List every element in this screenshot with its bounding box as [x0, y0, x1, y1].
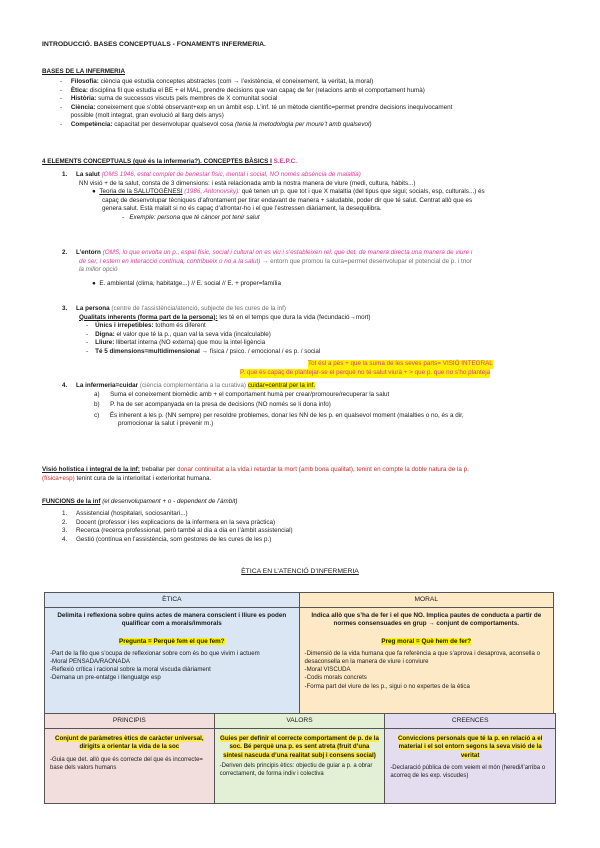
funcions-heading: FUNCIONS de la inf (el desenvolupament + o - dependent de l’àmbit) — [42, 498, 238, 505]
list-item: 4. Gestió (contínua en l’assistència, som gestores de les cures de les p.) — [62, 535, 272, 543]
list-item: - Competència: capacitat per desenvolupar qualsevol cosa (tenia la metodologia per moure’t amb qualsevol) — [60, 120, 372, 128]
creences-header: CREENCES — [385, 714, 556, 729]
list-item: 2. Docent (professor i les explicacions de la infermera en la seva pràctica) — [62, 518, 276, 526]
bases-list — [60, 78, 580, 130]
funcions-list — [62, 510, 562, 544]
creences-cell: Conviccions personals que té la p. en relació a el material i el sol entorn segons la seva visió de la veritat -Declaració pública de com veiem el món (heredi/l’arriba o acorreq de les exp. viscudes) — [385, 729, 556, 804]
document-title: INTRODUCCIÓ. BASES CONCEPTUALS - FONAMENTS INFERMERIA. — [42, 41, 266, 48]
principis-header: PRINCIPIS — [45, 714, 215, 729]
entorn-section: 2. L’entorn (OMS, lo que envolta un p., espai físic, social i cultural on es viu i s’estableixen rel. que det. de manera directa una manera de viure i de ser, i estem en interacció contínua, contribueix o no a la salut) → entorn que promou la cura=permet desenvolupar el potencial de p. i trior la millor opció ● E. ambiental (clima, habitatge...) // E. social // E. + proper=família — [62, 249, 473, 287]
bases-heading: BASES DE LA INFERMERIA — [42, 68, 126, 75]
etica-section-title: ÈTICA EN L’ATENCIÓ D’INFERMERIA — [241, 568, 359, 575]
salut-section: 1. La salut (OMS 1946, estat complet de benestar físic, mental i social, NO només absència de malaltia) NN visió + de la salut, consta de 3 dimensions: i està relacionada amb la nostra manera de viure (medi, cultura, hàbits...) ● Teoria de la SALUTOGÈNESI (1986, Antonovsky): què tenen un p. que tot i que X malaltia (del tipus que sigui; socials, esp, culturals...) és capaç de desenvolupar tècniques d’afrontament per tirar endavant de manera + saludable, poder dir que té salut. Centrat allò que es genera salut. Està malalt si no és capaç d’afrontar-ho i el que l’estressen diàriament, la desequilibra. - Exemple: persona que té càncer pot tenir salut — [62, 171, 485, 221]
valors-header: VALORS — [214, 714, 385, 729]
infermeria-section: 4. La infermeria=cuidar (ciència complementària a la curativa) cuidar=central per la inf. a) Suma el coneixement biomèdic amb + el comportament humà per crear/promoure/recuperar la salut b) P. ha de ser acompanyada en la presa de decisions (NO només se li dona info) c) És inherent a les p. (NN sempre) per resoldre problemes, donar les NN de les p. en qualsevol moment (malalties o no, és a dir, promocionar la salut i prevenir m.) — [62, 382, 464, 428]
list-item: - Ètica: disciplina fil que estudia el BE + el MAL, prendre decisions que van capaç de fer (relacions amb el comportament humà) — [60, 86, 425, 94]
valors-cell: Guies per definir el correcte comportament de p. de la soc. Bé perquè una p. es sent atreta (fruit d’una síntesi nascuda d’una realitat subj i consens social) -Deriven dels principis ètics: objectiu de guiar a p. a obrar correctament, de forma indiv i colectiva — [214, 729, 385, 804]
moral-header: MORAL — [299, 593, 553, 608]
principis-valors-creences-table — [44, 713, 556, 804]
list-item: 3. Recerca (recerca professional, però també al dia a dia en l’àmbit assistencial) — [62, 527, 293, 535]
etica-cell: Delimita i reflexiona sobre quins actes de manera conscient i lliure es poden qualificar com a morals/immorals Pregunta = Perquè fem el que fem? -Part de la filo que s’ocupa de reflexionar sobre com és bo que vivim i actuem -Moral PENSADA/RAONADA -Reflexió crítica i racional sobre la moral viscuda diàriament -Demana un pre-entatge i llenguatge esp — [45, 608, 300, 717]
etica-moral-table — [44, 592, 554, 717]
list-item: - Ciència: coneixement que s’obté observant+exp en un àmbit esp. L’inf. té un mètode científic=permet prendre decisions inequívocament — [60, 103, 453, 111]
list-item: 1. Assistencial (hospitalari, sociosanitari...) — [62, 510, 188, 517]
principis-cell: Conjunt de paràmetres ètics de caràcter universal, dirigits a orientar la vida de la soc -Guia que det. allò que és correcte del que és incorrecte= base dels valors humans — [45, 729, 215, 804]
holistica-paragraph: Visió holística i integral de la inf: treballar per donar continuïtat a la vida i retardar la mort (amb bona qualitat), tenint en compte la doble natura de la p. (física+esp) tenint cura de la interioritat i exterioritat humana. — [42, 466, 469, 482]
list-item: - Filosofia: ciència que estudia conceptes abstractes (com → l’existència, el coneixement, la veritat, la moral) — [60, 78, 374, 85]
persona-highlight-1: Tot ésl a pés + que la suma de les seves parts= VISIÓ INTEGRAL — [308, 360, 493, 367]
etica-header: ÈTICA — [45, 593, 300, 608]
moral-cell: Indica allò que s’ha de fer i el que NO. Implica pautes de conducta a partir de normes consensuades en grup → conjunt de comportaments. Preg moral = Què hem de fer? -Dimensió de la vida humana que fa referència a que s’aprova i desaprova, aconsella o desaconsella en la manera de viure i conviure -Moral VISCUDA -Codis morals concrets -Forma part del viure de les p., sigui o no expertes de la ètica — [299, 608, 553, 717]
elements-heading: 4 ELEMENTS CONCEPTUALS (què és la infermeria?). CONCEPTES BÀSICS I S.E.P.C. — [42, 158, 297, 165]
persona-highlight-2: P. que és capaç de plantejar-se el perquè no té salut viurà + > que p. que no s’ho planteja — [240, 369, 491, 376]
persona-section: 3. La persona (centre de l’assistència/atenció, subjecte de les cures de la inf) Qualitats inherents (forma part de la persona): les té en el temps que dura la vida (fecundació→mort) - Únics i irrepetibles: tothom és diferent - Digna: el valor que té la p., quan val la seva vida (incalculable) - Lliure: llibertat interna (NO externa) que mou la intel·ligència - Té 5 dimensions=multidimensional → física / psico. / emocional / es p. / social — [62, 305, 371, 355]
list-item: - Història: suma de successos viscuts pels membres de X comunitat social — [60, 95, 278, 103]
list-item: possible (molt integrat, gran evolució al llarg dels anys) — [70, 112, 224, 120]
